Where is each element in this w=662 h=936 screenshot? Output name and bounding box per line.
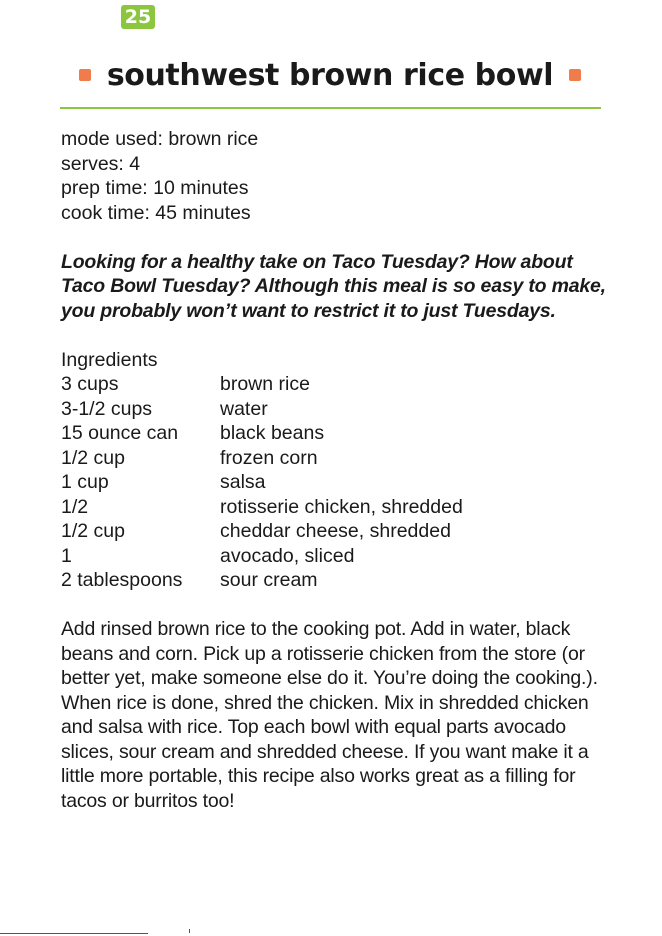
left-square-bullet-icon: [79, 69, 91, 81]
ingredient-name: salsa: [220, 471, 266, 493]
ingredient-name: black beans: [220, 422, 325, 444]
ingredient-quantity: 1/2 cup: [61, 446, 125, 469]
ingredient-row: [61, 495, 621, 520]
recipe-intro: Looking for a healthy take on Taco Tuesday? How about Taco Bowl Tuesday? Although this meal is so easy to make, you probably won’t want to restrict it to just Tuesdays.: [61, 250, 606, 322]
ingredient-name: cheddar cheese, shredded: [220, 520, 451, 542]
meta-cook-time: cook time: 45 minutes: [61, 201, 251, 224]
ingredient-row: [61, 421, 621, 446]
right-square-bullet-icon: [569, 69, 581, 81]
ingredient-quantity: 3-1/2 cups: [61, 397, 153, 420]
ingredient-row: [61, 568, 621, 593]
ingredient-row: [61, 519, 621, 544]
ingredient-row: [61, 470, 621, 495]
ingredients-section: [61, 348, 621, 593]
ingredient-name: sour cream: [220, 569, 318, 591]
title-row: [60, 52, 600, 98]
footer-crop-mark: [189, 929, 190, 933]
ingredient-row: [61, 397, 621, 422]
recipe-title: southwest brown rice bowl: [106, 57, 554, 93]
ingredient-row: [61, 372, 621, 397]
ingredient-quantity: 2 tablespoons: [61, 569, 183, 591]
meta-prep-time: prep time: 10 minutes: [61, 177, 249, 199]
ingredient-quantity: 1: [61, 544, 72, 567]
ingredient-row: [61, 446, 621, 471]
ingredient-quantity: 15 ounce can: [61, 422, 179, 444]
ingredient-row: [61, 544, 621, 569]
ingredient-name: avocado, sliced: [220, 544, 355, 567]
page-number-badge: 25: [121, 5, 155, 29]
ingredient-quantity: 3 cups: [61, 373, 119, 395]
recipe-directions: Add rinsed brown rice to the cooking pot. Add in water, black beans and corn. Pick up a rotisserie chicken from the store (or better yet, make someone else do it. You’re doing the cooking.). When rice is done, shred the chicken. Mix in shredded chicken and salsa with rice. Top each bowl with equal parts avocado slices, sour cream and shredded cheese. If you want make it a little more portable, this recipe also works great as a filling for tacos or burritos too!: [61, 618, 598, 812]
title-divider: [60, 107, 601, 109]
ingredients-heading: Ingredients: [61, 348, 158, 371]
meta-mode: mode used: brown rice: [61, 128, 259, 150]
footer-rule: [0, 933, 148, 934]
ingredient-quantity: 1/2: [61, 495, 89, 518]
ingredient-name: brown rice: [220, 373, 310, 395]
ingredient-name: water: [220, 397, 268, 420]
recipe-meta: [61, 127, 621, 225]
ingredient-name: rotisserie chicken, shredded: [220, 495, 463, 518]
ingredient-name: frozen corn: [220, 446, 318, 469]
ingredient-quantity: 1/2 cup: [61, 520, 125, 542]
ingredient-quantity: 1 cup: [61, 471, 109, 493]
recipe-body: [61, 127, 621, 813]
meta-serves: serves: 4: [61, 152, 141, 175]
